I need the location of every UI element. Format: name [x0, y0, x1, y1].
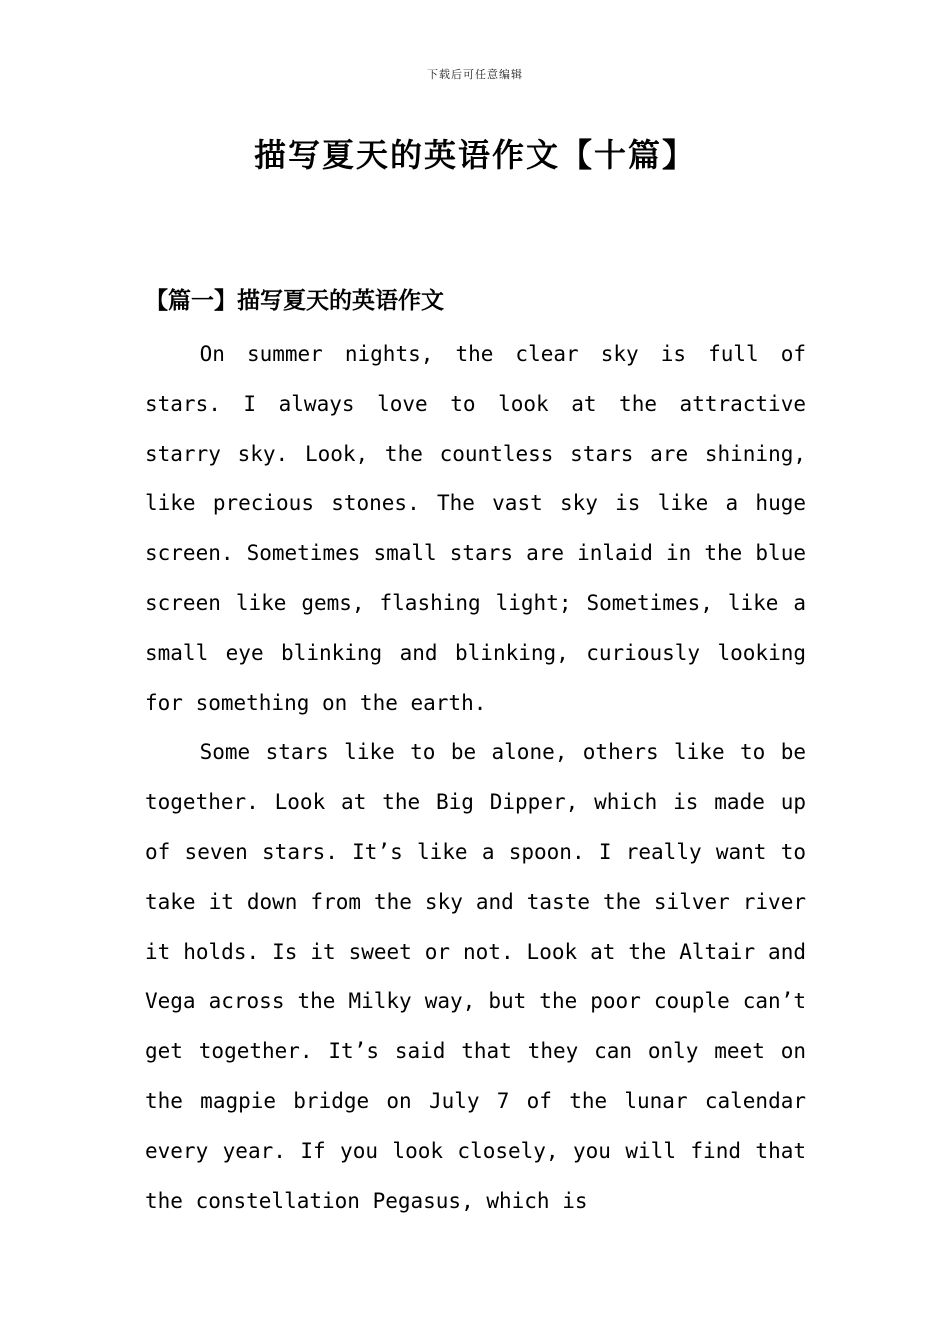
document-title: 描写夏天的英语作文【十篇】	[253, 136, 696, 174]
document-body	[145, 330, 806, 1226]
section-heading: 【篇一】描写夏天的英语作文	[145, 287, 444, 314]
paragraph-2: Some stars like to be alone, others like to be together. Look at the Big Dipper, which is made up of seven stars. It’s like a spoon. I really want to take it down from the sky and taste the silver river it holds. Is it sweet or not. Look at the Altair and Vega across the Milky way, but the poor couple can’t get together. It’s said that they can only meet on the magpie bridge on July 7 of the lunar calendar every year. If you look closely, you will find that the constellation Pegasus, which is	[145, 740, 806, 1213]
paragraph-1: On summer nights, the clear sky is full of stars. I always love to look at the attractive starry sky. Look, the countless stars are shining, like precious stones. The vast sky is like a huge screen. Sometimes small stars are inlaid in the blue screen like gems, flashing light; Sometimes, like a small eye blinking and blinking, curiously looking for something on the earth.	[145, 342, 806, 715]
page-header-note: 下载后可任意编辑	[427, 68, 523, 81]
